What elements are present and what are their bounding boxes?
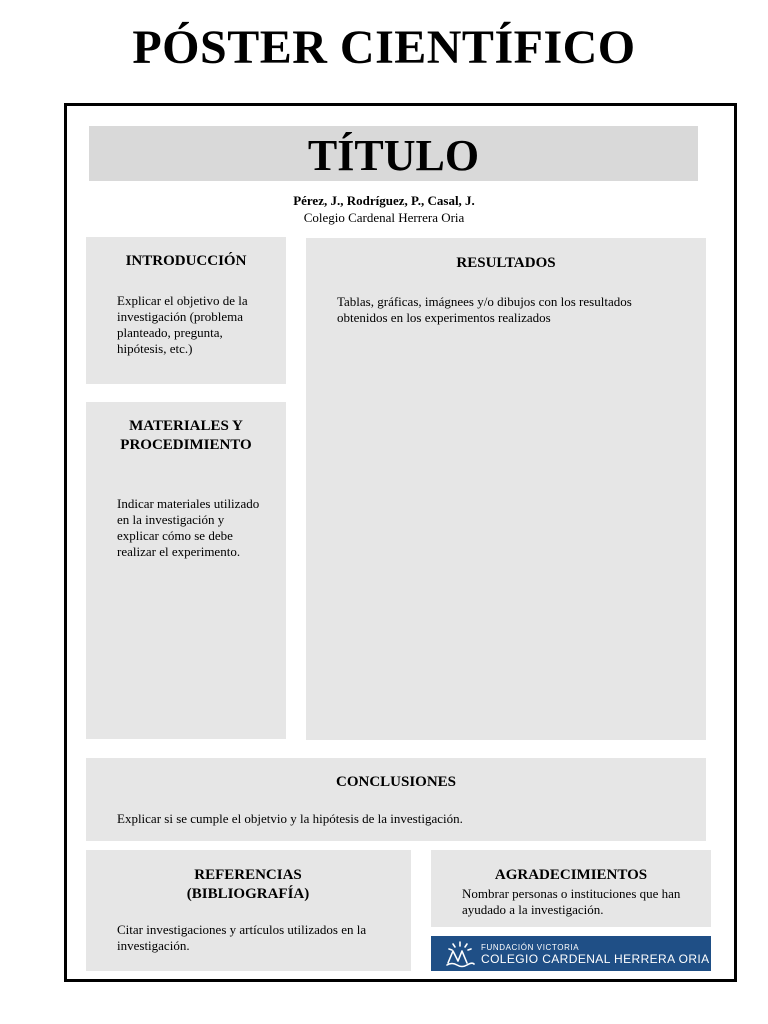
section-heading: AGRADECIMIENTOS (494, 867, 648, 883)
section-resultados (306, 238, 706, 740)
section-agradecimientos (431, 850, 711, 927)
section-heading: RESULTADOS (456, 255, 556, 271)
section-body: Tablas, gráficas, imágnees y/o dibujos con los resultados obtenidos en los experimentos realizados (337, 294, 632, 325)
section-body: Explicar el objetivo de la investigación (problema planteado, pregunta, hipótesis, etc.) (117, 293, 248, 356)
logo-line-1: FUNDACIÓN VICTORIA (481, 943, 580, 952)
poster-authors: Pérez, J., Rodríguez, P., Casal, J. (293, 193, 475, 208)
section-body: Indicar materiales utilizado en la investigación y explicar cómo se debe realizar el experimento. (117, 496, 260, 559)
poster-title: TÍTULO (89, 126, 698, 181)
section-introduccion (86, 237, 286, 384)
section-materiales (86, 402, 286, 739)
section-heading: CONCLUSIONES (335, 774, 457, 790)
poster-school: Colegio Cardenal Herrera Oria (303, 210, 465, 225)
school-logo (431, 936, 711, 971)
section-conclusiones (86, 758, 706, 841)
section-heading: REFERENCIAS (BIBLIOGRAFÍA) (186, 867, 310, 902)
logo-line-2: COLEGIO CARDENAL HERRERA ORIA (481, 952, 710, 966)
section-body: Explicar si se cumple el objetvio y la hipótesis de la investigación. (117, 811, 463, 826)
section-referencias (86, 850, 411, 971)
section-body: Citar investigaciones y artículos utilizados en la investigación. (117, 922, 367, 953)
section-heading: MATERIALES Y PROCEDIMIENTO (120, 418, 252, 453)
page-title: PÓSTER CIENTÍFICO (132, 21, 636, 74)
school-logo-icon (443, 939, 477, 968)
section-body: Nombrar personas o instituciones que han ayudado a la investigación. (462, 886, 681, 917)
section-heading: INTRODUCCIÓN (125, 253, 247, 269)
